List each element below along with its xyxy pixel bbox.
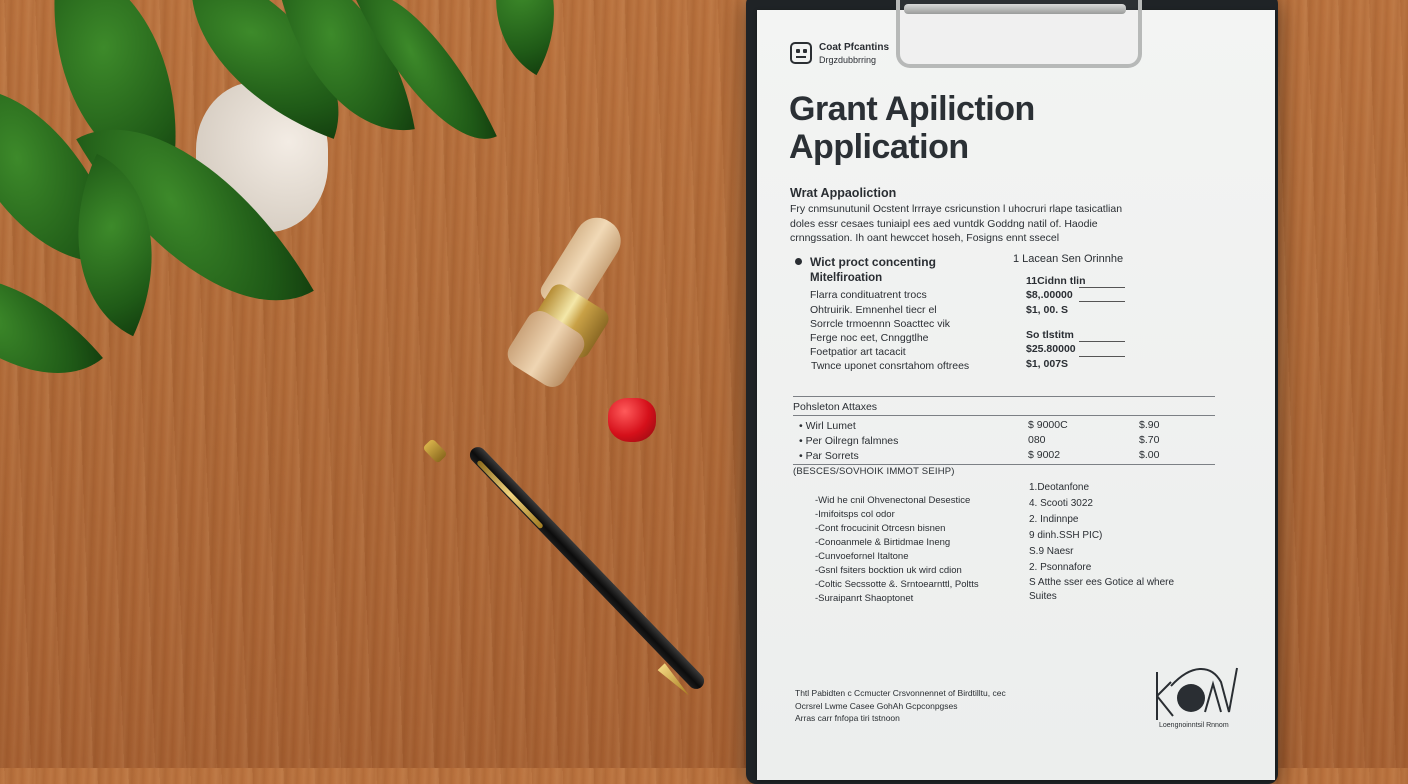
project-right-heading: 1 Lacean Sen Orinnhe bbox=[1013, 253, 1124, 265]
reference-text: Cont frocucinit Otrcesn bisnen bbox=[818, 523, 946, 534]
intro-line: crnngssation. Ih oant hewccet hoseh, Fosigns ennt ssecel bbox=[790, 232, 1060, 244]
reference-note: 1.Deotanfone bbox=[1029, 482, 1090, 493]
reference-text: Coltic Secssotte &. Srntoearnttl, Poltts bbox=[818, 579, 979, 590]
fill-line bbox=[1079, 356, 1125, 357]
footer-text bbox=[795, 687, 1055, 725]
intro-line: doles essr cesaes tuniaipl ees aed vuntdk Goddng natil of. Haodie bbox=[790, 217, 1098, 230]
reference-text: Wid he cnil Ohvenectonal Desestice bbox=[818, 495, 971, 506]
application-document bbox=[757, 10, 1275, 780]
clipboard-clip-bar bbox=[904, 4, 1126, 14]
reference-note: 2. Psonnafore bbox=[1029, 562, 1092, 573]
fill-line bbox=[1079, 287, 1125, 288]
reference-item: -Wid he cnil Ohvenectonal Desestice bbox=[815, 495, 971, 506]
reference-note: Suites bbox=[1029, 591, 1057, 602]
divider bbox=[793, 464, 1215, 465]
project-item-value: 11Cidnn tlin bbox=[1026, 275, 1086, 287]
project-item-value: $8,.00000 bbox=[1026, 289, 1073, 301]
footer-line: Arras carr fnfopa tiri tstnoon bbox=[795, 713, 900, 723]
reference-text: Conoanmele & Birtidmae Ineng bbox=[818, 537, 951, 548]
reference-text: Imifoitsps col odor bbox=[818, 509, 895, 520]
reference-text: Cunvoefornel Italtone bbox=[818, 551, 909, 562]
project-title: Wict proct concenting bbox=[810, 255, 936, 269]
org-subtitle: Drgzdubbrring bbox=[819, 55, 877, 65]
budget-row-rate: $.00 bbox=[1139, 449, 1160, 461]
fill-line bbox=[1079, 341, 1125, 342]
intro-line: Fry cnmsunutunil Ocstent lrrraye csricunstion l uhocruri rlape tasicatlian bbox=[790, 203, 1123, 215]
reference-text: Suraipanrt Shaoptonet bbox=[818, 593, 914, 604]
pen-body bbox=[467, 444, 708, 692]
footer-line: Ocrsrel Lwme Casee GohAh Gcpconpgses bbox=[795, 700, 958, 711]
references-heading: (BESCES/SOVHOIK IMMOT SEIHP) bbox=[793, 466, 955, 477]
project-item-value: $1, 00. S bbox=[1026, 304, 1069, 316]
bullet-icon bbox=[795, 258, 802, 265]
project-item-value: $25.80000 bbox=[1026, 343, 1076, 355]
reference-item: -Cont frocucinit Otrcesn bisnen bbox=[815, 523, 946, 534]
project-subtitle: Mitelfiroation bbox=[810, 272, 883, 284]
reference-text: Gsnl fsiters bocktion uk wird cdion bbox=[818, 565, 962, 576]
reference-item: -Cunvoefornel Italtone bbox=[815, 551, 909, 562]
budget-row-amount: $ 9002 bbox=[1028, 449, 1061, 461]
reference-item: -Conoanmele & Birtidmae Ineng bbox=[815, 537, 951, 548]
budget-row-rate: $.70 bbox=[1139, 434, 1160, 446]
signature-caption: Loengnoinntsil Rnnom bbox=[1159, 722, 1229, 729]
red-cap bbox=[608, 398, 656, 442]
title-line-2: Application bbox=[789, 128, 969, 166]
budget-row-amount: 080 bbox=[1028, 434, 1046, 446]
pen-top bbox=[422, 438, 447, 464]
budget-heading: Pohsleton Attaxes bbox=[793, 401, 878, 413]
budget-row-label: • Par Sorrets bbox=[799, 450, 859, 462]
document-title bbox=[789, 90, 1035, 166]
project-item-label: Foetpatior art tacacit bbox=[810, 346, 906, 358]
intro-paragraph bbox=[790, 202, 1230, 246]
budget-row-rate: $.90 bbox=[1139, 419, 1160, 431]
plant-leaf bbox=[459, 0, 592, 75]
budget-label-text: Per Oilregn falmnes bbox=[805, 435, 899, 447]
project-item-value: $1, 007S bbox=[1026, 358, 1069, 370]
reference-note: 2. Indinnpe bbox=[1029, 514, 1079, 525]
project-item-label: Ferge noc eet, Cnnggtlhe bbox=[810, 332, 929, 344]
reference-note: S Atthe sser ees Gotice al where bbox=[1029, 577, 1175, 588]
divider bbox=[793, 415, 1215, 416]
section-heading: Wrat Appaoliction bbox=[790, 186, 897, 200]
budget-row-amount: $ 9000C bbox=[1028, 419, 1068, 431]
pen-clip bbox=[476, 460, 544, 530]
title-line-1: Grant Apiliction bbox=[789, 90, 1035, 128]
reference-item: -Suraipanrt Shaoptonet bbox=[815, 593, 914, 604]
reference-note: 9 dinh.SSH PIC) bbox=[1029, 530, 1103, 541]
fill-line bbox=[1079, 301, 1125, 302]
project-item-label: Flarra condituatrent trocs bbox=[810, 289, 927, 301]
project-item-value: So tlstitm bbox=[1026, 329, 1074, 341]
budget-label-text: Wirl Lumet bbox=[805, 420, 856, 432]
project-item-label: Sorrcle trmoennn Soacttec vik bbox=[810, 318, 951, 330]
reference-note: 4. Scooti 3022 bbox=[1029, 498, 1093, 509]
reference-note: S.9 Naesr bbox=[1029, 546, 1074, 557]
reference-item: -Imifoitsps col odor bbox=[815, 509, 895, 520]
org-logo-icon bbox=[790, 42, 812, 64]
budget-row-label: • Per Oilregn falmnes bbox=[799, 435, 899, 447]
reference-item: -Coltic Secssotte &. Srntoearnttl, Poltts bbox=[815, 579, 979, 590]
project-item-label: Twnce uponet consrtahom oftrees bbox=[811, 360, 970, 372]
budget-row-label: • Wirl Lumet bbox=[799, 420, 856, 432]
footer-line: Thtl Pabidten c Ccmucter Crsvonnennet of Birdtilltu, cec bbox=[795, 688, 1006, 698]
divider bbox=[793, 396, 1215, 397]
project-item-label: Ohtruirik. Emnenhel tiecr el bbox=[810, 304, 937, 316]
org-name: Coat Pfcantins bbox=[819, 42, 890, 53]
budget-label-text: Par Sorrets bbox=[805, 450, 859, 462]
reference-item: -Gsnl fsiters bocktion uk wird cdion bbox=[815, 565, 962, 576]
